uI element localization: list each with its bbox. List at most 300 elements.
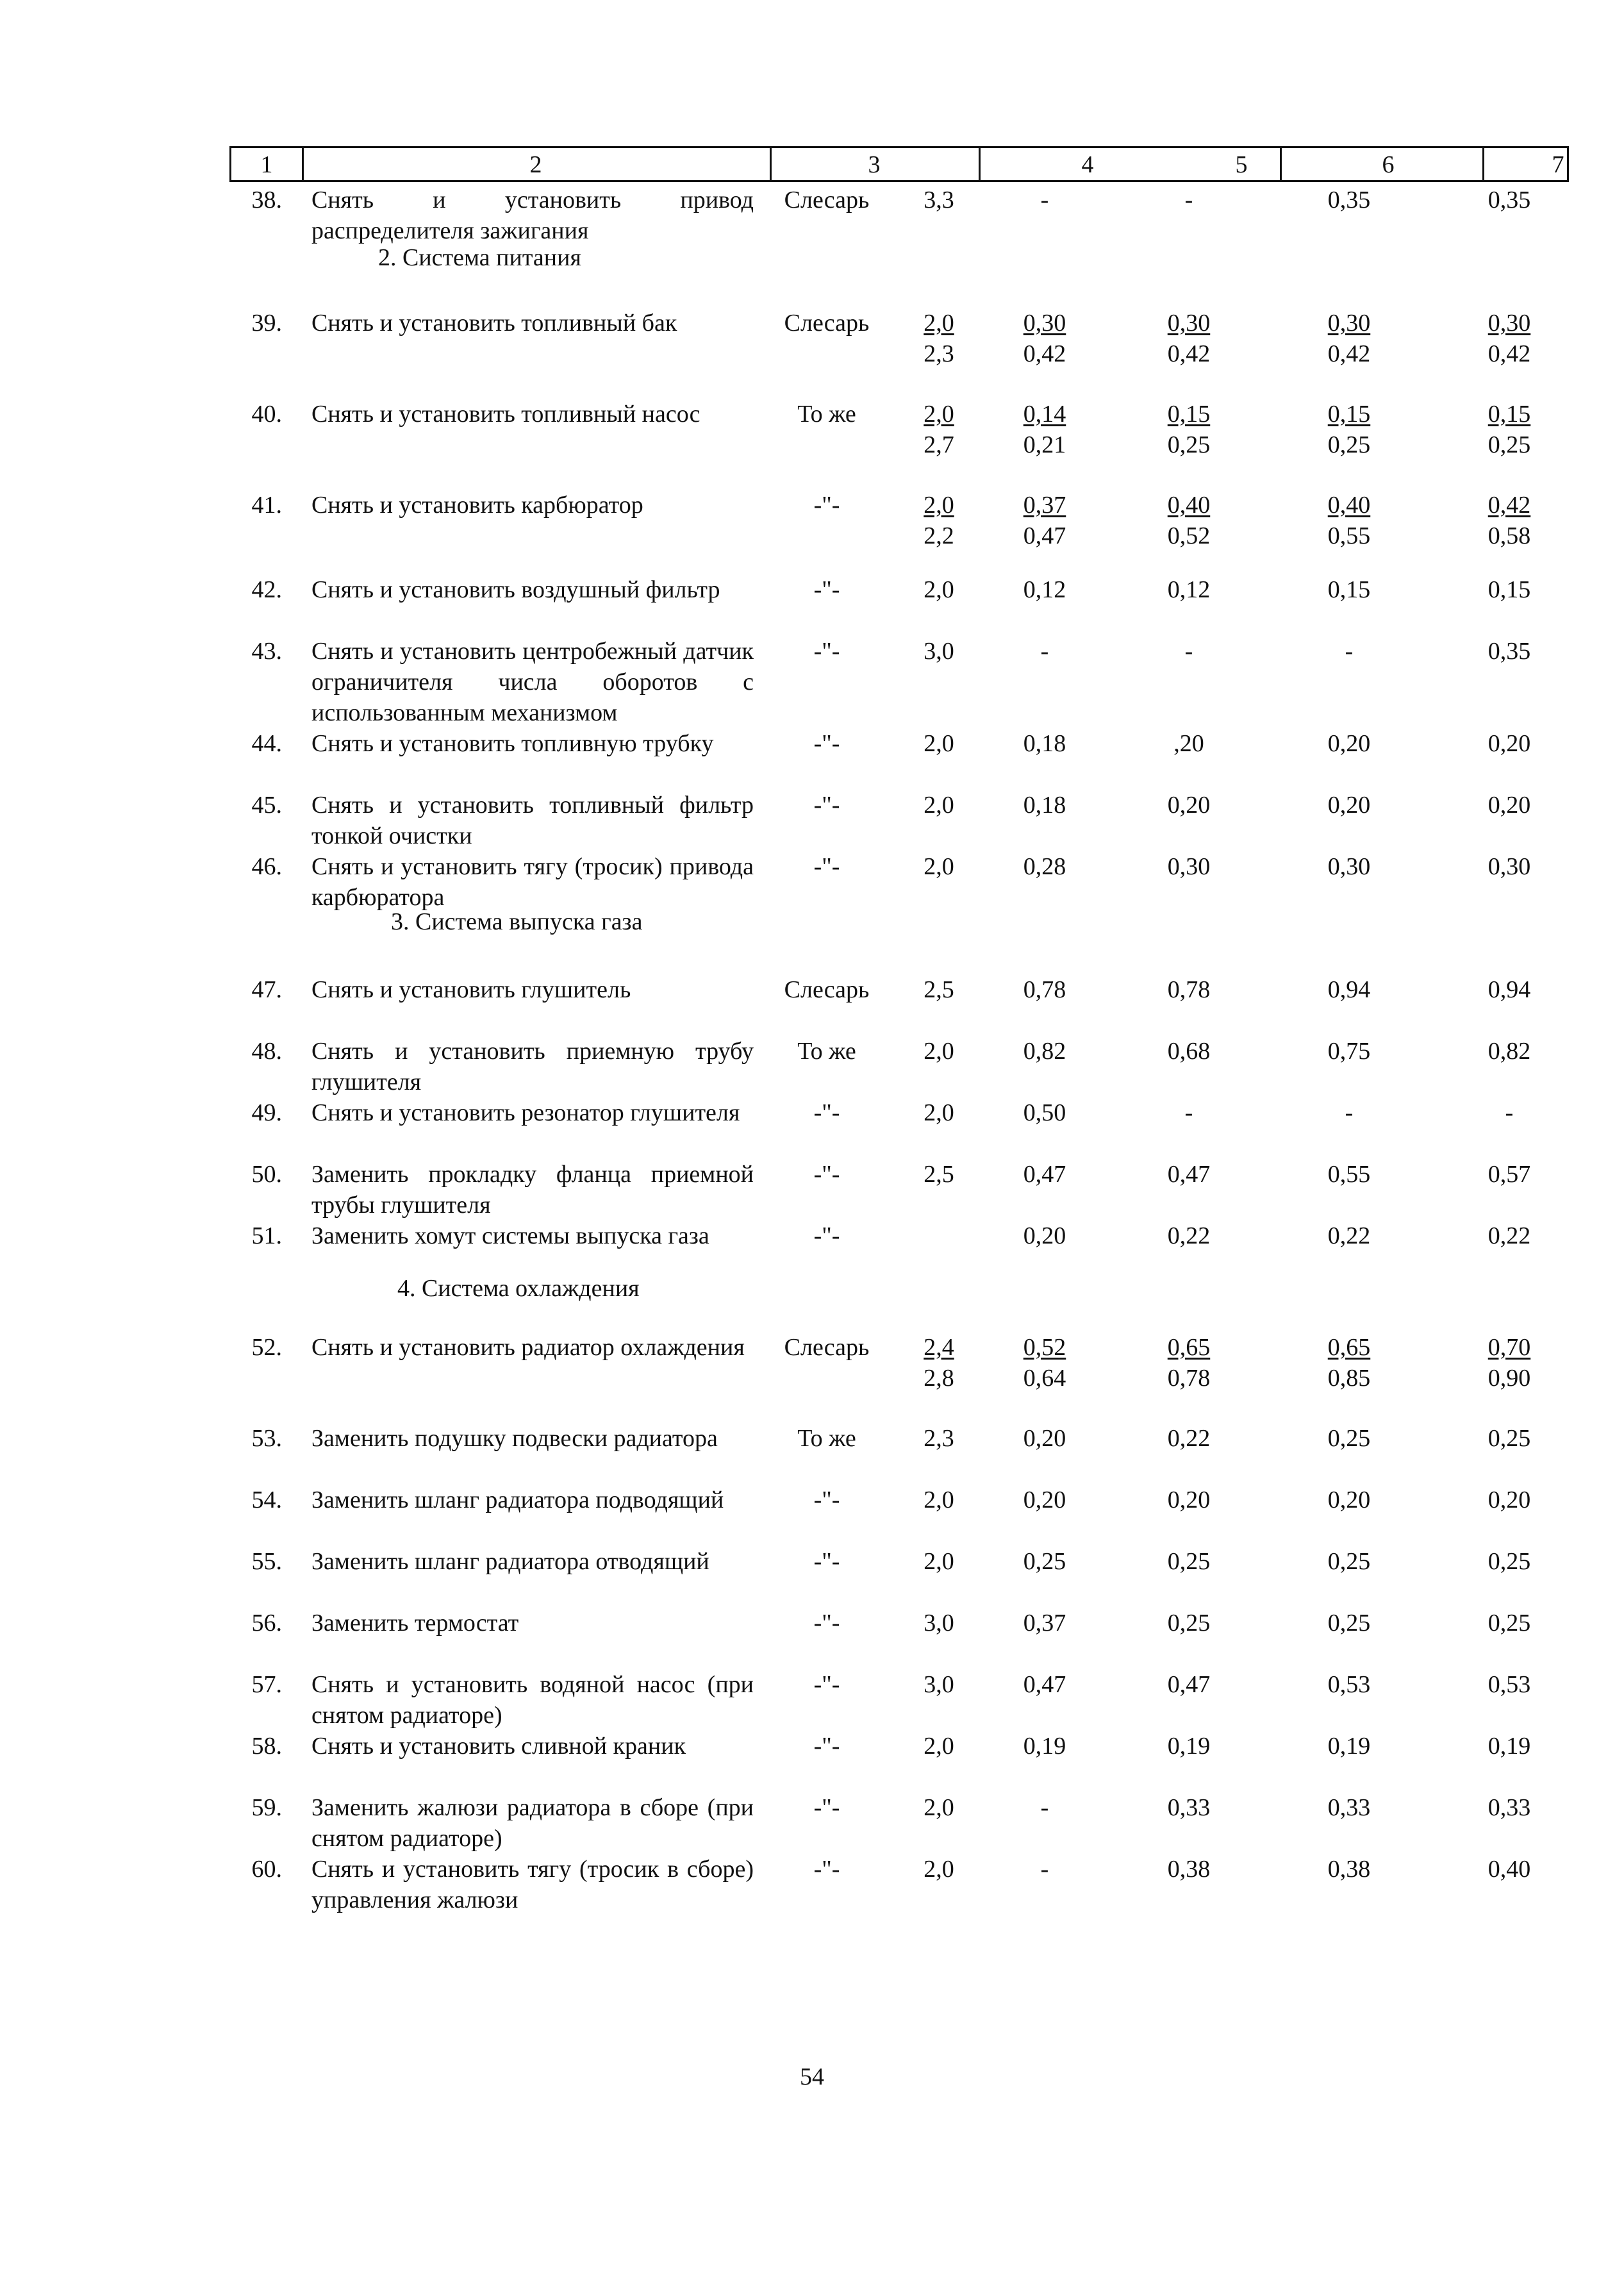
norm-col-6-line: 0,94 xyxy=(1327,976,1371,1003)
row-number: 50. xyxy=(251,1161,282,1188)
norm-col-5 xyxy=(1141,1731,1237,1761)
norm-col-4-line: 0,42 xyxy=(1023,340,1066,367)
norm-col-4 xyxy=(1000,1423,1090,1454)
rank-value xyxy=(904,574,974,605)
norm-col-5-line: 0,25 xyxy=(1167,1548,1211,1575)
norm-col-7-line: 0,25 xyxy=(1487,1610,1531,1636)
norm-col-6 xyxy=(1301,399,1397,460)
norm-col-7-line: 0,40 xyxy=(1487,1856,1531,1883)
norm-col-7 xyxy=(1461,574,1557,605)
norm-col-7-line: 0,42 xyxy=(1487,340,1531,367)
norm-col-7-line: 0,15 xyxy=(1487,576,1531,603)
worker-profession: То же xyxy=(797,1425,856,1452)
norm-col-5-line: 0,20 xyxy=(1167,1486,1211,1513)
norm-col-7-line: 0,33 xyxy=(1487,1794,1531,1821)
norm-col-4-line: 0,21 xyxy=(1023,431,1066,458)
norm-col-5 xyxy=(1141,490,1237,551)
rank-value-line: 2,0 xyxy=(924,1548,954,1575)
norm-col-5-line: 0,20 xyxy=(1167,792,1211,819)
rank-value xyxy=(904,1423,974,1454)
norm-col-7 xyxy=(1461,185,1557,215)
norm-col-6-line: 0,25 xyxy=(1327,1548,1371,1575)
norm-col-6 xyxy=(1301,851,1397,882)
norm-col-5-line: 0,40 xyxy=(1167,492,1211,519)
norm-col-6 xyxy=(1301,308,1397,369)
norm-col-5-line: - xyxy=(1184,638,1193,665)
header-col-4: 4 xyxy=(1081,151,1094,178)
norm-col-4 xyxy=(1000,1332,1090,1394)
table-header xyxy=(229,146,1569,182)
norm-col-4 xyxy=(1000,790,1090,820)
norm-col-5-line: 0,19 xyxy=(1167,1733,1211,1760)
norm-col-4-line: 0,20 xyxy=(1023,1486,1066,1513)
norm-col-7-line: 0,25 xyxy=(1487,1548,1531,1575)
norm-col-6-line: 0,55 xyxy=(1327,522,1371,549)
norm-col-4 xyxy=(1000,1546,1090,1577)
norm-col-6-line: 0,22 xyxy=(1327,1222,1371,1249)
row-number: 47. xyxy=(251,976,282,1003)
norm-col-5 xyxy=(1141,308,1237,369)
rank-value-line: 2,5 xyxy=(924,976,954,1003)
norm-col-6 xyxy=(1301,1036,1397,1067)
norm-col-6-line: 0,30 xyxy=(1327,310,1371,337)
operation-name: Снять и установить топливный насос xyxy=(311,401,700,428)
rank-value-line: 2,0 xyxy=(924,792,954,819)
norm-col-4 xyxy=(1000,574,1090,605)
norm-col-5-line: 0,65 xyxy=(1167,1334,1211,1361)
row-number: 48. xyxy=(251,1038,282,1065)
operation-name: Снять и установить тягу (тросик) привода карбюратора xyxy=(311,853,754,911)
header-col-3: 3 xyxy=(868,151,881,178)
norm-col-4-line: 0,50 xyxy=(1023,1099,1066,1126)
operation-name: Снять и установить сливной краник xyxy=(311,1733,686,1760)
norm-col-7-line: 0,30 xyxy=(1487,310,1531,337)
rank-value-line: 2,0 xyxy=(924,1099,954,1126)
norm-col-7 xyxy=(1461,1159,1557,1190)
rank-value-line: 2,0 xyxy=(924,1856,954,1883)
norm-col-4-line: 0,47 xyxy=(1023,1161,1066,1188)
norm-col-5-line: 0,12 xyxy=(1167,576,1211,603)
operation-name: Снять и установить привод распределителя зажигания xyxy=(311,187,754,244)
operation-name: Заменить шланг радиатора подводящий xyxy=(311,1486,724,1513)
norm-col-7 xyxy=(1461,1332,1557,1394)
operation-name: Снять и установить тягу (тросик в сборе) управления жалюзи xyxy=(311,1856,754,1913)
norm-col-7 xyxy=(1461,974,1557,1005)
norm-col-4-line: 0,25 xyxy=(1023,1548,1066,1575)
rank-value xyxy=(904,1097,974,1128)
worker-profession: Слесарь xyxy=(784,1334,870,1361)
norm-col-6 xyxy=(1301,1792,1397,1823)
norm-col-5-line: 0,30 xyxy=(1167,310,1211,337)
norm-col-6-line: 0,65 xyxy=(1327,1334,1371,1361)
worker-profession: Слесарь xyxy=(784,310,870,337)
rank-value xyxy=(904,1731,974,1761)
rank-value-line: 2,0 xyxy=(924,310,954,337)
norm-col-7-line: 0,22 xyxy=(1487,1222,1531,1249)
norm-col-6 xyxy=(1301,490,1397,551)
norm-col-5-line: 0,22 xyxy=(1167,1222,1211,1249)
row-number: 53. xyxy=(251,1425,282,1452)
norm-col-4-line: 0,14 xyxy=(1023,401,1066,428)
rank-value xyxy=(904,851,974,882)
norm-col-4 xyxy=(1000,490,1090,551)
rank-value-line: 2,0 xyxy=(924,1486,954,1513)
norm-col-7-line: 0,57 xyxy=(1487,1161,1531,1188)
norm-col-5-line: 0,47 xyxy=(1167,1161,1211,1188)
operation-name: Снять и установить топливную трубку xyxy=(311,730,714,757)
operation-name: Заменить прокладку фланца приемной трубы глушителя xyxy=(311,1161,754,1219)
rank-value-line: 2,3 xyxy=(924,1425,954,1452)
norm-col-5-line: 0,25 xyxy=(1167,1610,1211,1636)
norm-col-5 xyxy=(1141,1423,1237,1454)
norm-col-4-line: - xyxy=(1040,187,1049,213)
worker-profession: -"- xyxy=(813,576,840,603)
norm-col-5 xyxy=(1141,1485,1237,1515)
norm-col-4 xyxy=(1000,1485,1090,1515)
norm-col-7 xyxy=(1461,1792,1557,1823)
row-number: 52. xyxy=(251,1334,282,1361)
row-number: 38. xyxy=(251,187,282,213)
norm-col-7 xyxy=(1461,851,1557,882)
norm-col-4 xyxy=(1000,1036,1090,1067)
operation-name: Заменить термостат xyxy=(311,1610,519,1636)
norm-col-7 xyxy=(1461,1485,1557,1515)
norm-col-4 xyxy=(1000,1669,1090,1700)
row-number: 44. xyxy=(251,730,282,757)
norm-col-6-line: 0,15 xyxy=(1327,576,1371,603)
rank-value-line: 2,0 xyxy=(924,853,954,880)
rank-value-line: 2,0 xyxy=(924,730,954,757)
worker-profession: -"- xyxy=(813,1222,840,1249)
norm-col-5 xyxy=(1141,790,1237,820)
rank-value xyxy=(904,1854,974,1885)
rank-value xyxy=(904,1546,974,1577)
norm-col-6 xyxy=(1301,1854,1397,1885)
norm-col-6-line: 0,25 xyxy=(1327,431,1371,458)
norm-col-7 xyxy=(1461,1097,1557,1128)
rank-value xyxy=(904,308,974,369)
norm-col-6 xyxy=(1301,636,1397,667)
worker-profession: -"- xyxy=(813,1856,840,1883)
norm-col-5 xyxy=(1141,636,1237,667)
rank-value-line: 2,0 xyxy=(924,401,954,428)
norm-col-5 xyxy=(1141,1159,1237,1190)
norm-col-6-line: - xyxy=(1345,638,1354,665)
section-title: 3. Система выпуска газа xyxy=(391,908,643,935)
norm-col-7 xyxy=(1461,1546,1557,1577)
operation-name: Заменить хомут системы выпуска газа xyxy=(311,1222,709,1249)
norm-col-5-line: 0,52 xyxy=(1167,522,1211,549)
norm-col-5 xyxy=(1141,399,1237,460)
row-number: 40. xyxy=(251,401,282,428)
norm-col-4-line: 0,30 xyxy=(1023,310,1066,337)
norm-col-7-line: 0,15 xyxy=(1487,401,1531,428)
header-col-7: 7 xyxy=(1552,151,1564,178)
norm-col-7-line: 0,53 xyxy=(1487,1671,1531,1698)
norm-col-6-line: 0,33 xyxy=(1327,1794,1371,1821)
norm-col-4-line: 0,47 xyxy=(1023,522,1066,549)
norm-col-6 xyxy=(1301,1608,1397,1638)
norm-col-7 xyxy=(1461,790,1557,820)
norm-col-6 xyxy=(1301,1485,1397,1515)
norm-col-4 xyxy=(1000,1097,1090,1128)
rank-value-line: 2,0 xyxy=(924,492,954,519)
norm-col-4-line: 0,47 xyxy=(1023,1671,1066,1698)
norm-col-4 xyxy=(1000,1854,1090,1885)
rank-value xyxy=(904,490,974,551)
worker-profession: -"- xyxy=(813,1486,840,1513)
norm-col-4 xyxy=(1000,1608,1090,1638)
row-number: 54. xyxy=(251,1486,282,1513)
norm-col-6-line: 0,42 xyxy=(1327,340,1371,367)
header-col-6: 6 xyxy=(1382,151,1395,178)
operation-name: Снять и установить топливный фильтр тонкой очистки xyxy=(311,792,754,849)
norm-col-6-line: 0,53 xyxy=(1327,1671,1371,1698)
worker-profession: То же xyxy=(797,401,856,428)
operation-name: Снять и установить топливный бак xyxy=(311,310,677,337)
row-number: 45. xyxy=(251,792,282,819)
rank-value-line: 2,2 xyxy=(924,522,954,549)
worker-profession: -"- xyxy=(813,1610,840,1636)
norm-col-7 xyxy=(1461,490,1557,551)
norm-col-6-line: 0,85 xyxy=(1327,1365,1371,1392)
norm-col-7 xyxy=(1461,1731,1557,1761)
rank-value-line: 3,3 xyxy=(924,187,954,213)
operation-name: Снять и установить карбюратор xyxy=(311,492,643,519)
norm-col-6 xyxy=(1301,1669,1397,1700)
norm-col-4 xyxy=(1000,1792,1090,1823)
worker-profession: То же xyxy=(797,1038,856,1065)
rank-value xyxy=(904,1332,974,1394)
norm-col-6-line: 0,20 xyxy=(1327,730,1371,757)
norm-col-5-line: - xyxy=(1184,187,1193,213)
norm-col-4-line: - xyxy=(1040,638,1049,665)
norm-col-5 xyxy=(1141,1097,1237,1128)
norm-col-7 xyxy=(1461,308,1557,369)
header-col-1: 1 xyxy=(260,151,273,178)
norm-col-4 xyxy=(1000,851,1090,882)
worker-profession: -"- xyxy=(813,492,840,519)
norm-col-7-line: 0,20 xyxy=(1487,730,1531,757)
row-number: 39. xyxy=(251,310,282,337)
operation-name: Снять и установить воздушный фильтр xyxy=(311,576,720,603)
rank-value xyxy=(904,1485,974,1515)
section-title: 4. Система охлаждения xyxy=(397,1275,640,1302)
norm-col-5-line: 0,78 xyxy=(1167,976,1211,1003)
norm-col-5 xyxy=(1141,728,1237,759)
norm-col-4-line: 0,18 xyxy=(1023,792,1066,819)
norm-col-4 xyxy=(1000,185,1090,215)
norm-col-6-line: - xyxy=(1345,1099,1354,1126)
norm-col-6-line: 0,38 xyxy=(1327,1856,1371,1883)
rank-value xyxy=(904,399,974,460)
rank-value-line: 2,0 xyxy=(924,1794,954,1821)
section-title: 2. Система питания xyxy=(378,244,581,271)
norm-col-6-line: 0,75 xyxy=(1327,1038,1371,1065)
norm-col-7 xyxy=(1461,1036,1557,1067)
norm-col-4 xyxy=(1000,636,1090,667)
row-number: 57. xyxy=(251,1671,282,1698)
worker-profession: -"- xyxy=(813,853,840,880)
norm-col-5 xyxy=(1141,974,1237,1005)
norm-col-4-line: 0,37 xyxy=(1023,492,1066,519)
operation-name: Снять и установить водяной насос (при снятом радиаторе) xyxy=(311,1671,754,1729)
row-number: 59. xyxy=(251,1794,282,1821)
rank-value xyxy=(904,1608,974,1638)
norm-col-6-line: 0,15 xyxy=(1327,401,1371,428)
norm-col-6 xyxy=(1301,1159,1397,1190)
norm-col-4 xyxy=(1000,1159,1090,1190)
norm-col-4-line: 0,64 xyxy=(1023,1365,1066,1392)
norm-col-4 xyxy=(1000,1731,1090,1761)
rank-value-line: 2,3 xyxy=(924,340,954,367)
norm-col-4 xyxy=(1000,399,1090,460)
norm-col-7 xyxy=(1461,399,1557,460)
norm-col-5-line: 0,78 xyxy=(1167,1365,1211,1392)
norm-col-7-line: 0,25 xyxy=(1487,1425,1531,1452)
norm-col-5-line: - xyxy=(1184,1099,1193,1126)
operation-name: Заменить подушку подвески радиатора xyxy=(311,1425,718,1452)
operation-name: Снять и установить резонатор глушителя xyxy=(311,1099,740,1126)
norm-col-7-line: 0,35 xyxy=(1487,638,1531,665)
worker-profession: Слесарь xyxy=(784,187,870,213)
worker-profession: -"- xyxy=(813,730,840,757)
row-number: 55. xyxy=(251,1548,282,1575)
norm-col-6-line: 0,35 xyxy=(1327,187,1371,213)
norm-col-5-line: 0,33 xyxy=(1167,1794,1211,1821)
worker-profession: Слесарь xyxy=(784,976,870,1003)
norm-col-5 xyxy=(1141,574,1237,605)
rank-value xyxy=(904,1792,974,1823)
norm-col-6-line: 0,25 xyxy=(1327,1425,1371,1452)
rank-value-line: 3,0 xyxy=(924,638,954,665)
norm-col-6 xyxy=(1301,1731,1397,1761)
norm-col-6 xyxy=(1301,1546,1397,1577)
worker-profession: -"- xyxy=(813,1099,840,1126)
norm-col-6-line: 0,55 xyxy=(1327,1161,1371,1188)
worker-profession: -"- xyxy=(813,1671,840,1698)
norm-col-5 xyxy=(1141,1036,1237,1067)
norm-col-5 xyxy=(1141,1608,1237,1638)
operation-name: Снять и установить глушитель xyxy=(311,976,631,1003)
norm-col-5 xyxy=(1141,851,1237,882)
norm-col-5 xyxy=(1141,1792,1237,1823)
norm-col-7-line: 0,30 xyxy=(1487,853,1531,880)
norm-col-7-line: 0,35 xyxy=(1487,187,1531,213)
norm-col-7 xyxy=(1461,1608,1557,1638)
norm-col-7-line: 0,94 xyxy=(1487,976,1531,1003)
norm-col-4 xyxy=(1000,1220,1090,1251)
rank-value xyxy=(904,728,974,759)
norm-col-4-line: - xyxy=(1040,1794,1049,1821)
norm-col-5 xyxy=(1141,1669,1237,1700)
rank-value-line: 2,4 xyxy=(924,1334,954,1361)
operation-name: Снять и установить радиатор охлаждения xyxy=(311,1334,745,1361)
row-number: 60. xyxy=(251,1856,282,1883)
norm-col-4-line: 0,37 xyxy=(1023,1610,1066,1636)
rank-value-line: 2,8 xyxy=(924,1365,954,1392)
norm-col-4-line: 0,52 xyxy=(1023,1334,1066,1361)
row-number: 58. xyxy=(251,1733,282,1760)
norm-col-5-line: 0,30 xyxy=(1167,853,1211,880)
norm-col-7-line: 0,82 xyxy=(1487,1038,1531,1065)
norm-col-6 xyxy=(1301,574,1397,605)
rank-value xyxy=(904,636,974,667)
rank-value-line: 2,0 xyxy=(924,576,954,603)
worker-profession: -"- xyxy=(813,1161,840,1188)
norm-col-5-line: ,20 xyxy=(1173,730,1204,757)
page-number: 54 xyxy=(800,2063,824,2090)
norm-col-7 xyxy=(1461,1669,1557,1700)
norm-col-7-line: 0,19 xyxy=(1487,1733,1531,1760)
worker-profession: -"- xyxy=(813,792,840,819)
norm-col-4-line: 0,82 xyxy=(1023,1038,1066,1065)
norm-col-4-line: 0,20 xyxy=(1023,1222,1066,1249)
rank-value xyxy=(904,1669,974,1700)
norm-col-6 xyxy=(1301,1332,1397,1394)
rank-value xyxy=(904,790,974,820)
norm-col-5-line: 0,42 xyxy=(1167,340,1211,367)
norm-col-4-line: 0,28 xyxy=(1023,853,1066,880)
norm-col-4-line: 0,18 xyxy=(1023,730,1066,757)
norm-col-6-line: 0,40 xyxy=(1327,492,1371,519)
norm-col-7-line: 0,25 xyxy=(1487,431,1531,458)
norm-col-5-line: 0,15 xyxy=(1167,401,1211,428)
norm-col-7-line: 0,20 xyxy=(1487,1486,1531,1513)
norm-col-7 xyxy=(1461,1220,1557,1251)
norm-col-5-line: 0,38 xyxy=(1167,1856,1211,1883)
norm-col-6 xyxy=(1301,974,1397,1005)
norm-col-7 xyxy=(1461,1854,1557,1885)
norm-col-6-line: 0,30 xyxy=(1327,853,1371,880)
operation-name: Снять и установить приемную трубу глушителя xyxy=(311,1038,754,1095)
norm-col-6-line: 0,19 xyxy=(1327,1733,1371,1760)
norm-col-5-line: 0,22 xyxy=(1167,1425,1211,1452)
norm-col-4 xyxy=(1000,974,1090,1005)
worker-profession: -"- xyxy=(813,638,840,665)
norm-col-7 xyxy=(1461,636,1557,667)
rank-value xyxy=(904,1159,974,1190)
worker-profession: -"- xyxy=(813,1794,840,1821)
norm-col-4 xyxy=(1000,728,1090,759)
norm-col-6 xyxy=(1301,1220,1397,1251)
norm-col-5 xyxy=(1141,1220,1237,1251)
norm-col-7-line: 0,42 xyxy=(1487,492,1531,519)
operation-name: Снять и установить центробежный датчик ограничителя числа оборотов с использованным механизмом xyxy=(311,638,754,726)
norm-col-6 xyxy=(1301,185,1397,215)
operation-name: Заменить жалюзи радиатора в сборе (при снятом радиаторе) xyxy=(311,1794,754,1852)
worker-profession: -"- xyxy=(813,1733,840,1760)
row-number: 51. xyxy=(251,1222,282,1249)
norm-col-5-line: 0,47 xyxy=(1167,1671,1211,1698)
row-number: 41. xyxy=(251,492,282,519)
norm-col-7 xyxy=(1461,728,1557,759)
norm-col-6 xyxy=(1301,728,1397,759)
rank-value-line: 2,5 xyxy=(924,1161,954,1188)
row-number: 46. xyxy=(251,853,282,880)
norm-col-4-line: - xyxy=(1040,1856,1049,1883)
row-number: 42. xyxy=(251,576,282,603)
norm-col-6-line: 0,20 xyxy=(1327,792,1371,819)
norm-col-5-line: 0,25 xyxy=(1167,431,1211,458)
row-number: 43. xyxy=(251,638,282,665)
operation-name: Заменить шланг радиатора отводящий xyxy=(311,1548,709,1575)
norm-col-6-line: 0,25 xyxy=(1327,1610,1371,1636)
header-col-2: 2 xyxy=(529,151,542,178)
norm-col-7-line: 0,20 xyxy=(1487,792,1531,819)
rank-value-line: 2,0 xyxy=(924,1038,954,1065)
norm-col-6 xyxy=(1301,790,1397,820)
